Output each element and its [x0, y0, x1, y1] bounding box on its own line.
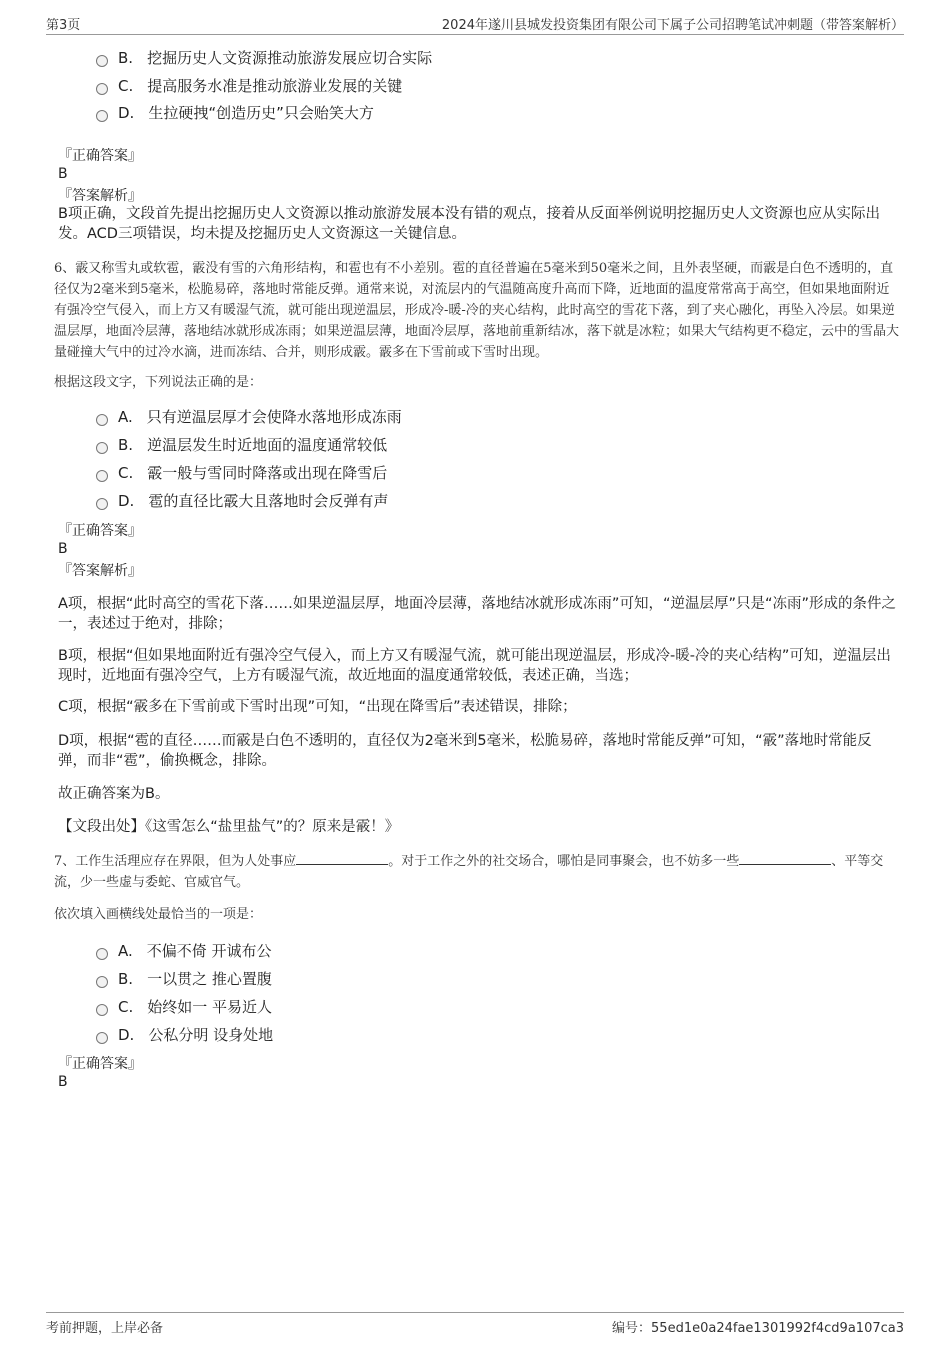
- q6-option-d[interactable]: D. 雹的直径比霰大且落地时会反弹有声: [96, 490, 388, 511]
- q6-stem: 6、霰又称雪丸或软雹，霰没有雪的六角形结构，和雹也有不小差别。雹的直径普遍在5毫米到50毫米之间，且外表坚硬，而霰是白色不透明的，直径仅为2毫米到5毫米，松脆易碎，落地时常能反弹。通常来说，对流层内的气温随高度升高而下降，近地面的温度常常高于高空，但如果地面附近有强冷空气侵入，而上方又有暖湿气流，就可能出现逆温层，形成冷-暖-冷的夹心结构，此时高空的雪花下落，到了夹心融化，再坠入冷层。如果逆温层厚，地面冷层薄，落地结冰就形成冻雨；如果逆温层薄，地面冷层厚，落地前重新结冰，落下就是冰粒；如果大气结构更不稳定，云中的雪晶大量碰撞大气中的过冷水滴，进而冻结、合并，则形成霰。霰多在下雪前或下雪时出现。: [54, 261, 900, 360]
- q5-answer-label: 『正确答案』: [58, 148, 142, 164]
- q7-option-b[interactable]: B. 一以贯之 推心置腹: [96, 968, 272, 989]
- q6-analysis-d: D项，根据“雹的直径……而霰是白色不透明的，直径仅为2毫米到5毫米，松脆易碎，落地时常能反弹”可知，“霰”落地时常能反弹，而非“雹”，偷换概念，排除。: [58, 733, 872, 769]
- q5-answer: B: [58, 166, 68, 182]
- q6-analysis-b: B项，根据“但如果地面附近有强冷空气侵入，而上方又有暖湿气流，就可能出现逆温层，形成冷-暖-冷的夹心结构”可知，逆温层出现时，近地面有强冷空气，上方有暖湿气流，故近地面的温度通常较低，表述正确，当选；: [58, 648, 891, 684]
- q6-analysis-c: C项，根据“霰多在下雪前或下雪时出现”可知，“出现在降雪后”表述错误，排除；: [58, 699, 577, 715]
- q6-prompt: 根据这段文字，下列说法正确的是：: [54, 375, 263, 390]
- q5-analysis: B项正确，文段首先提出挖掘历史人文资源以推动旅游发展本没有错的观点，接着从反面举例说明挖掘历史人文资源也应从实际出发。ACD三项错误，均未提及挖掘历史人文资源这一关键信息。: [58, 206, 880, 242]
- page-header: [46, 14, 904, 35]
- q7-answer-label: 『正确答案』: [58, 1056, 142, 1072]
- footer-slogan: 考前押题，上岸必备: [46, 1321, 164, 1336]
- q7-prompt: 依次填入画横线处最恰当的一项是：: [54, 907, 263, 922]
- page-number: 第3页: [46, 18, 81, 33]
- q6-answer-label: 『正确答案』: [58, 523, 142, 539]
- radio-icon[interactable]: [96, 1032, 108, 1044]
- q7-option-d[interactable]: D. 公私分明 设身处地: [96, 1024, 273, 1045]
- q6-conclusion: 故正确答案为B。: [58, 786, 170, 802]
- radio-icon[interactable]: [96, 976, 108, 988]
- q7-answer: B: [58, 1074, 68, 1090]
- radio-icon[interactable]: [96, 1004, 108, 1016]
- radio-icon[interactable]: [96, 414, 108, 426]
- radio-icon[interactable]: [96, 498, 108, 510]
- document-code: 编号：55ed1e0a24fae1301992f4cd9a107ca3: [612, 1321, 904, 1336]
- q5-analysis-label: 『答案解析』: [58, 188, 142, 204]
- radio-icon[interactable]: [96, 55, 108, 67]
- radio-icon[interactable]: [96, 470, 108, 482]
- q6-answer: B: [58, 541, 68, 557]
- blank-line: [296, 852, 388, 865]
- q5-option-d[interactable]: D. 生拉硬拽“创造历史”只会贻笑大方: [96, 102, 374, 123]
- page-footer: [46, 1312, 904, 1340]
- q6-analysis-label: 『答案解析』: [58, 563, 142, 579]
- q5-option-b[interactable]: B. 挖掘历史人文资源推动旅游发展应切合实际: [96, 47, 432, 68]
- blank-line: [739, 852, 831, 865]
- q6-option-b[interactable]: B. 逆温层发生时近地面的温度通常较低: [96, 434, 387, 455]
- q6-analysis-a: A项，根据“此时高空的雪花下落……如果逆温层厚，地面冷层薄，落地结冰就形成冻雨”可知，“逆温层厚”只是“冻雨”形成的条件之一，表述过于绝对，排除；: [58, 596, 896, 632]
- radio-icon[interactable]: [96, 83, 108, 95]
- q6-option-a[interactable]: A. 只有逆温层厚才会使降水落地形成冻雨: [96, 406, 402, 427]
- document-title: 2024年遂川县城发投资集团有限公司下属子公司招聘笔试冲刺题（带答案解析）: [441, 18, 904, 33]
- radio-icon[interactable]: [96, 110, 108, 122]
- q7-option-a[interactable]: A. 不偏不倚 开诚布公: [96, 940, 272, 961]
- q7-option-c[interactable]: C. 始终如一 平易近人: [96, 996, 272, 1017]
- radio-icon[interactable]: [96, 948, 108, 960]
- q6-source: 【文段出处】《这雪怎么“盐里盐气”的？原来是霰！》: [58, 819, 400, 835]
- q7-stem: 7、工作生活理应存在界限，但为人处事应 。对于工作之外的社交场合，哪怕是同事聚会，也不妨多一些 、平等交流，少一些虚与委蛇、官威官气。: [54, 854, 884, 890]
- q5-option-c[interactable]: C. 提高服务水准是推动旅游业发展的关键: [96, 75, 402, 96]
- radio-icon[interactable]: [96, 442, 108, 454]
- q6-option-c[interactable]: C. 霰一般与雪同时降落或出现在降雪后: [96, 462, 387, 483]
